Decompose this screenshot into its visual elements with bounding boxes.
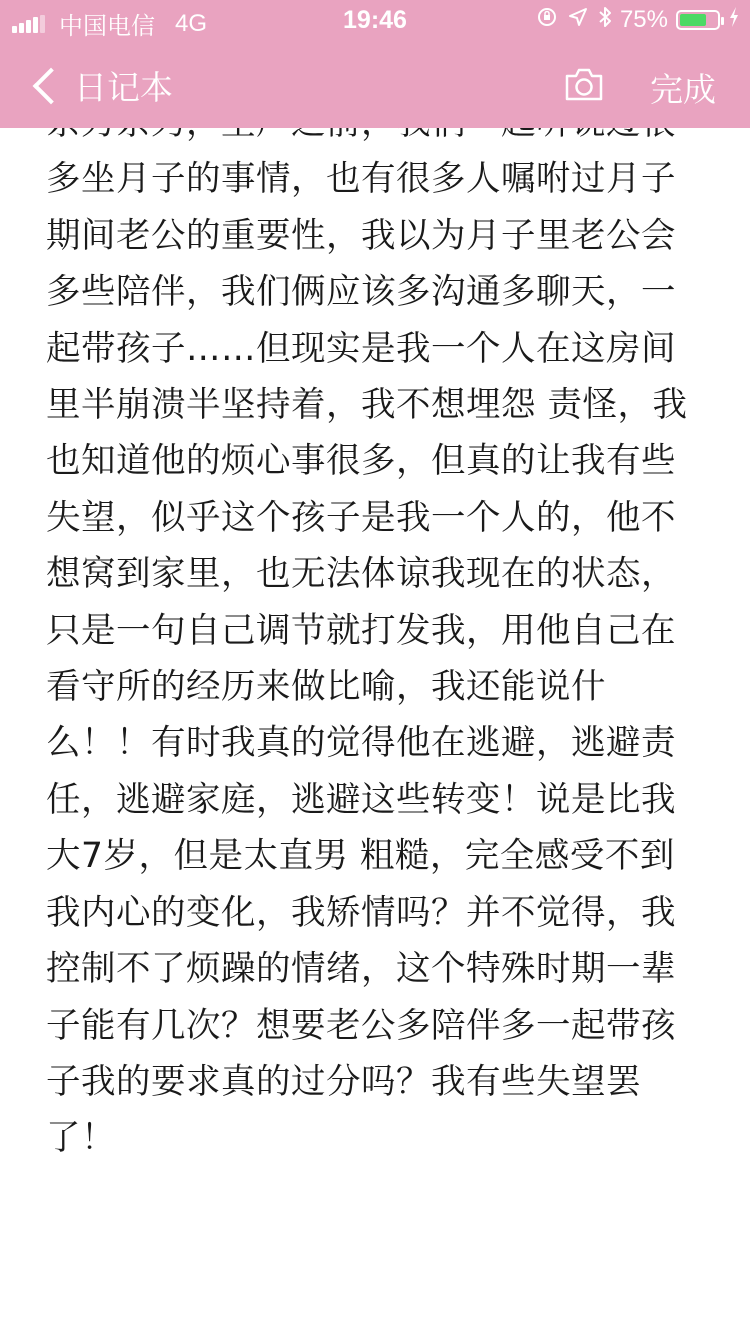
status-time: 19:46	[343, 6, 407, 34]
rotation-lock-icon	[536, 6, 558, 34]
network-type: 4G	[175, 9, 208, 37]
battery-icon	[676, 10, 720, 30]
diary-partial-line: 多	[46, 159, 81, 200]
charging-icon	[728, 6, 740, 34]
status-bar	[0, 0, 750, 40]
nav-bar	[0, 40, 750, 128]
back-label: 日记本	[74, 69, 173, 106]
status-right	[526, 6, 740, 34]
carrier-label: 中国电信	[59, 13, 155, 40]
camera-icon[interactable]	[563, 64, 605, 104]
diary-content[interactable]	[0, 95, 750, 1334]
diary-body: 坐月子的事情，也有很多人嘱咐过月子期间老公的重要性，我以为月子里老公会多些陪伴，我们俩应该多沟通多聊天，一起带孩子……但现实是我一个人在这房间里半崩溃半坚持着，我不想埋怨 责怪，我也知道他的烦心事很多，但真的让我有些失望，似乎这个孩子是我一个人的，他不想窝到家里，也无法体谅我现在的状态，只是一句自己调节就打发我，用他自己在看守所的经历来做比喻，我还能说什么！！有时我真的觉得他在逃避，逃避责任，逃避家庭，逃避这些转变！说是比我大7岁，但是太直男 粗糙，完全感受不到我内心的变化，我矫情吗？并不觉得，我控制不了烦躁的情绪，这个特殊时期一辈子能有几次？想要老公多陪伴多一起带孩子我的要求真的过分吗？我有些失望罢了！	[46, 159, 688, 1159]
chevron-left-icon	[33, 67, 70, 104]
diary-text[interactable]	[0, 95, 750, 1167]
back-button[interactable]	[30, 62, 173, 109]
battery-fill	[680, 14, 706, 26]
bluetooth-icon	[598, 6, 612, 34]
battery-percent: 75%	[619, 6, 668, 33]
location-icon	[568, 7, 588, 33]
done-button[interactable]: 完成	[650, 71, 716, 108]
